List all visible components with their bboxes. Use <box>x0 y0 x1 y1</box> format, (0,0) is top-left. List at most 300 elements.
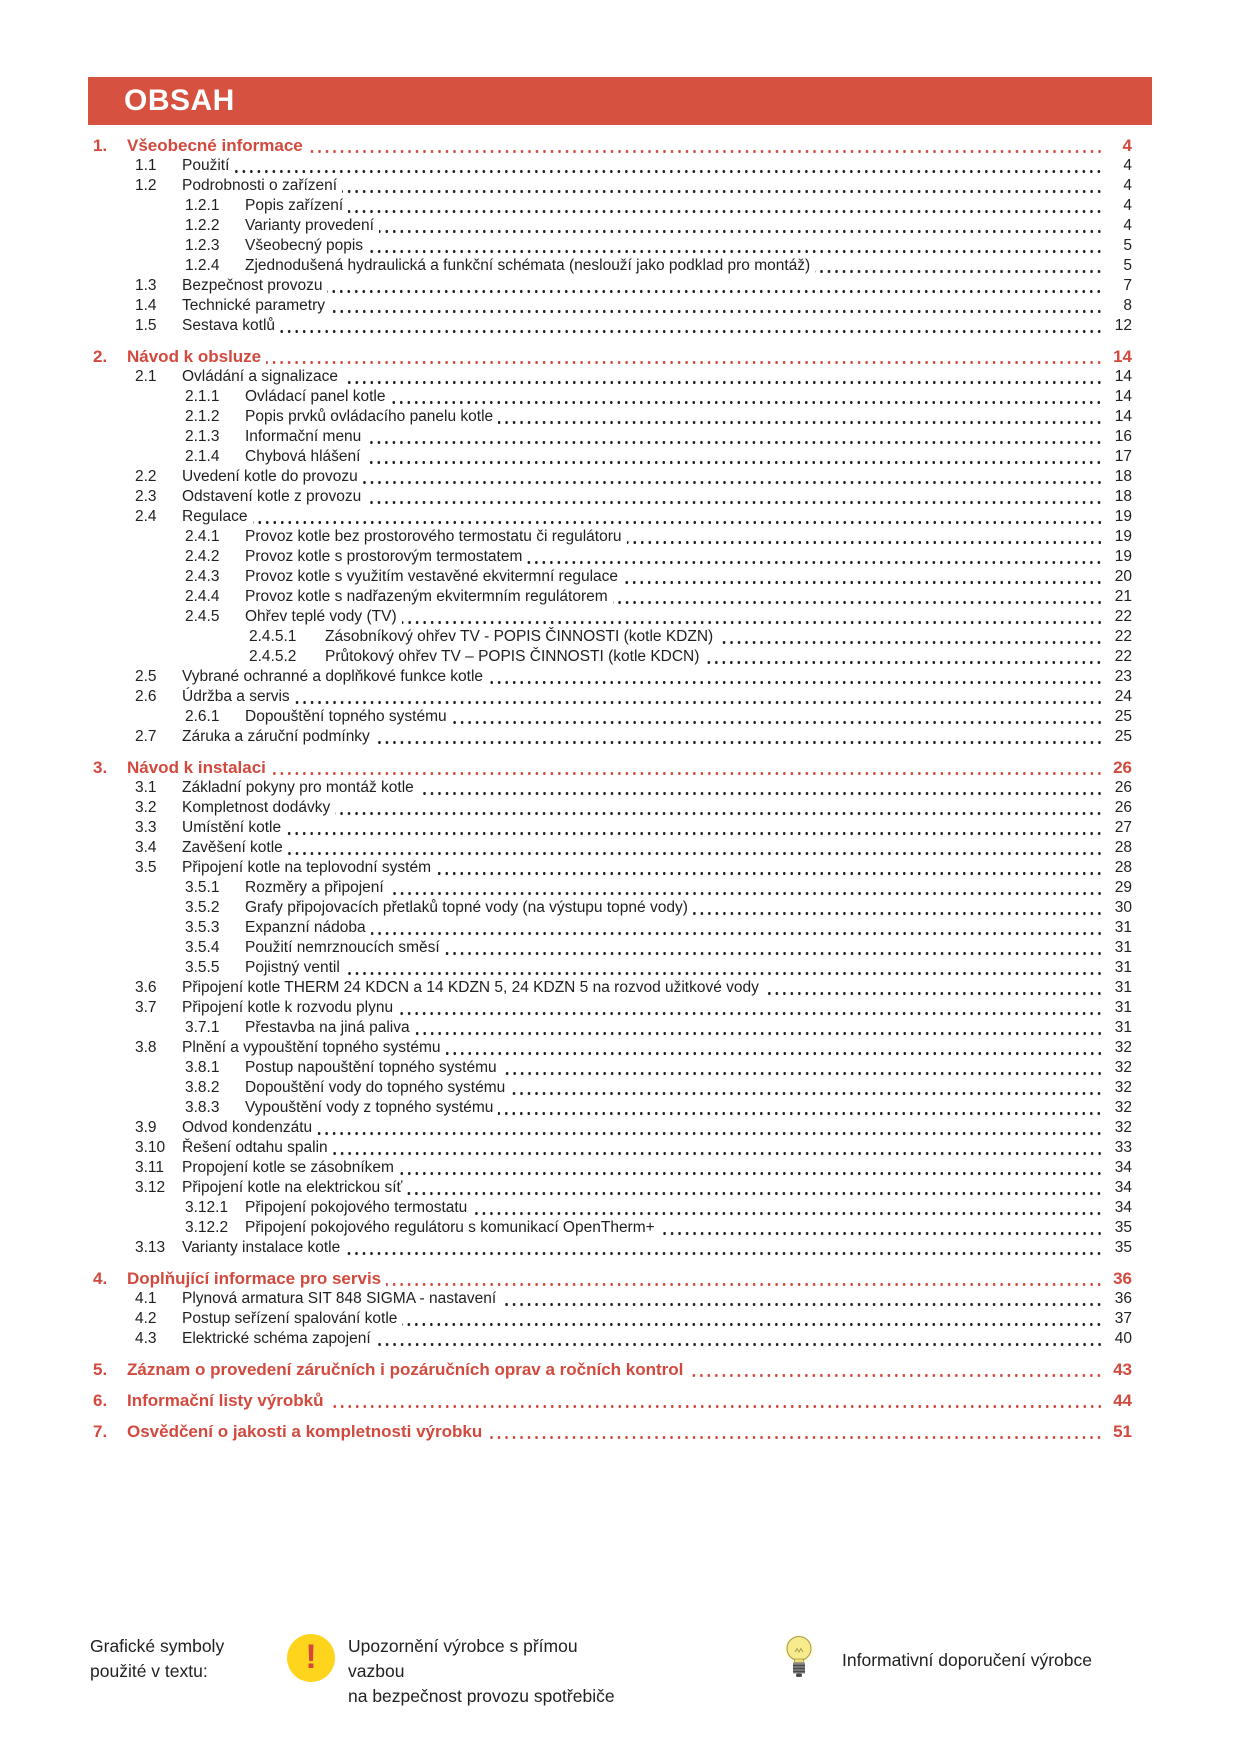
toc-entry-title: Všeobecný popis <box>245 237 364 254</box>
dotted-leader <box>527 561 1103 564</box>
toc-entry <box>93 778 1132 798</box>
dotted-leader <box>253 521 1104 524</box>
toc-entry-title: Technické parametry <box>182 297 326 314</box>
toc-entry-page: 34 <box>1114 1179 1132 1196</box>
toc-entry <box>93 407 1132 427</box>
toc-entry <box>93 367 1132 387</box>
toc-entry-page: 36 <box>1113 1269 1132 1288</box>
toc-entry <box>93 156 1132 176</box>
light-bulb-icon <box>778 1632 826 1691</box>
toc-entry <box>93 1118 1132 1138</box>
toc-entry <box>93 838 1132 858</box>
toc-entry <box>93 1038 1132 1058</box>
dotted-leader <box>452 721 1103 724</box>
toc-entry-number: 1. <box>93 136 108 155</box>
toc-entry-title: Varianty instalace kotle <box>182 1239 341 1256</box>
toc-entry <box>93 607 1132 627</box>
toc-entry-number: 3.9 <box>135 1119 157 1136</box>
toc-entry-title: Provoz kotle s nadřazeným ekvitermním regulátorem <box>245 588 608 605</box>
toc-entry <box>93 487 1132 507</box>
toc-entry-number: 3.8.3 <box>185 1099 220 1116</box>
dotted-leader <box>348 210 1103 213</box>
toc-entry <box>93 176 1132 196</box>
toc-entry <box>93 1138 1132 1158</box>
toc-entry-page: 4 <box>1123 217 1132 234</box>
toc-entry <box>93 1098 1132 1118</box>
dotted-leader <box>371 932 1103 935</box>
dotted-leader <box>487 1436 1103 1439</box>
toc-entry-page: 4 <box>1123 157 1132 174</box>
toc-entry-title: Vybrané ochranné a doplňkové funkce kotle <box>182 668 484 685</box>
toc-entry-page: 34 <box>1114 1199 1132 1216</box>
toc-entry-page: 32 <box>1114 1039 1132 1056</box>
toc-entry-page: 18 <box>1114 488 1132 505</box>
toc-entry <box>93 627 1132 647</box>
toc-entry-page: 51 <box>1113 1422 1132 1441</box>
toc-entry-title: Základní pokyny pro montáž kotle <box>182 779 414 796</box>
toc-entry-number: 2.4.5.2 <box>249 648 297 665</box>
toc-entry-title: Řešení odtahu spalin <box>182 1139 328 1156</box>
toc-entry <box>93 1158 1132 1178</box>
toc-entry-number: 2.1.1 <box>185 388 220 405</box>
toc-entry-number: 1.2.4 <box>185 257 220 274</box>
toc-entry-page: 32 <box>1114 1059 1132 1076</box>
toc-entry-page: 12 <box>1114 317 1132 334</box>
dotted-leader <box>623 581 1103 584</box>
toc-entry <box>93 1360 1132 1380</box>
toc-entry-page: 4 <box>1123 177 1132 194</box>
dotted-leader <box>333 1152 1103 1155</box>
toc-entry-number: 3.7.1 <box>185 1019 220 1036</box>
toc-entry-number: 7. <box>93 1422 108 1441</box>
warning-icon <box>287 1634 335 1682</box>
toc-entry-number: 3.5.4 <box>185 939 220 956</box>
toc-entry-title: Podrobnosti o zařízení <box>182 177 338 194</box>
toc-entry <box>93 136 1132 156</box>
toc-entry-title: Připojení kotle k rozvodu plynu <box>182 999 394 1016</box>
dotted-leader <box>317 1132 1103 1135</box>
toc-entry-title: Vypouštění vody z topného systému <box>245 1099 494 1116</box>
dotted-leader <box>419 792 1103 795</box>
toc-entry <box>93 858 1132 878</box>
toc-entry-page: 32 <box>1114 1079 1132 1096</box>
toc-entry-page: 14 <box>1114 408 1132 425</box>
toc-entry-number: 2.4.5.1 <box>249 628 297 645</box>
toc-entry-page: 26 <box>1114 799 1132 816</box>
toc-entry-title: Postup napouštění topného systému <box>245 1059 497 1076</box>
toc-entry-title: Připojení kotle THERM 24 KDCN a 14 KDZN 5, 24 KDZN 5 na rozvod užitkové vody <box>182 979 759 996</box>
toc-entry-title: Varianty provedení <box>245 217 374 234</box>
dotted-leader <box>288 852 1103 855</box>
dotted-leader <box>375 741 1103 744</box>
toc-entry <box>93 587 1132 607</box>
toc-entry-number: 4.2 <box>135 1310 157 1327</box>
toc-entry-page: 32 <box>1114 1119 1132 1136</box>
toc-entry-title: Použití nemrznoucích směsí <box>245 939 440 956</box>
dotted-leader <box>415 1032 1103 1035</box>
toc-entry <box>93 1238 1132 1258</box>
toc-entry-title: Popis prvků ovládacího panelu kotle <box>245 408 494 425</box>
toc-entry-page: 28 <box>1114 859 1132 876</box>
toc-entry-number: 1.1 <box>135 157 157 174</box>
toc-entry-title: Odvod kondenzátu <box>182 1119 313 1136</box>
toc-entry <box>93 527 1132 547</box>
toc-entry-title: Bezpečnost provozu <box>182 277 323 294</box>
toc-entry <box>93 938 1132 958</box>
toc-entry-number: 2.1.4 <box>185 448 220 465</box>
dotted-leader <box>398 1012 1103 1015</box>
dotted-leader <box>704 661 1103 664</box>
toc-entry <box>93 1078 1132 1098</box>
dotted-leader <box>363 481 1103 484</box>
toc-entry-title: Návod k obsluze <box>127 347 262 366</box>
dotted-leader <box>308 150 1103 153</box>
toc-entry-number: 3.5.1 <box>185 879 220 896</box>
toc-entry <box>93 236 1132 256</box>
toc-entry-number: 3.5.2 <box>185 899 220 916</box>
toc-entry-title: Zjednodušená hydraulická a funkční schémata (neslouží jako podklad pro montáž) <box>245 257 811 274</box>
toc-entry-number: 6. <box>93 1391 108 1410</box>
toc-entry-title: Dopouštění topného systému <box>245 708 447 725</box>
dotted-leader <box>688 1374 1103 1377</box>
toc-entry-page: 40 <box>1114 1330 1132 1347</box>
toc-entry-page: 4 <box>1123 197 1132 214</box>
toc-entry-page: 14 <box>1113 347 1132 366</box>
toc-entry-number: 3.12 <box>135 1179 166 1196</box>
toc-entry-number: 2.4.1 <box>185 528 220 545</box>
toc-entry-page: 34 <box>1114 1159 1132 1176</box>
toc-entry-number: 3.7 <box>135 999 157 1016</box>
toc-entry-title: Záznam o provedení záručních i pozáručních oprav a ročních kontrol <box>127 1360 684 1379</box>
legend-intro-line1: Grafické symboly <box>90 1636 225 1656</box>
toc-entry <box>93 196 1132 216</box>
warning-legend-text <box>348 1634 638 1709</box>
toc-entry-title: Informační listy výrobků <box>127 1391 324 1410</box>
toc-entry-title: Připojení pokojového termostatu <box>245 1199 468 1216</box>
toc-entry-page: 31 <box>1114 959 1132 976</box>
info-legend-text: Informativní doporučení výrobce <box>842 1650 1092 1670</box>
toc-entry-title: Pojistný ventil <box>245 959 340 976</box>
toc-entry <box>93 958 1132 978</box>
toc-entry <box>93 447 1132 467</box>
toc-entry <box>93 1178 1132 1198</box>
toc-entry <box>93 1218 1132 1238</box>
toc-entry-title: Plynová armatura SIT 848 SIGMA - nastavení <box>182 1290 497 1307</box>
toc-entry-page: 35 <box>1114 1239 1132 1256</box>
toc-entry-page: 44 <box>1113 1391 1132 1410</box>
dotted-leader <box>366 501 1103 504</box>
toc-entry-number: 1.2.1 <box>185 197 220 214</box>
dotted-leader <box>399 1172 1103 1175</box>
toc-entry-number: 2.3 <box>135 488 157 505</box>
warning-legend-line2: na bezpečnost provozu spotřebiče <box>348 1686 615 1706</box>
toc-entry <box>93 687 1132 707</box>
toc-entry <box>93 1058 1132 1078</box>
dotted-leader <box>266 361 1103 364</box>
toc-entry <box>93 347 1132 367</box>
toc-entry-title: Uvedení kotle do provozu <box>182 468 358 485</box>
toc-entry-title: Elektrické schéma zapojení <box>182 1330 371 1347</box>
toc-entry <box>93 1422 1132 1442</box>
dotted-leader <box>343 381 1103 384</box>
toc-entry-number: 3.4 <box>135 839 157 856</box>
toc-entry <box>93 727 1132 747</box>
dotted-leader <box>368 250 1103 253</box>
dotted-leader <box>327 290 1103 293</box>
toc-entry <box>93 316 1132 336</box>
toc-entry-number: 2.5 <box>135 668 157 685</box>
toc-entry-title: Provoz kotle s využitím vestavěné ekvitermní regulace <box>245 568 619 585</box>
dotted-leader <box>280 330 1103 333</box>
toc-entry-page: 26 <box>1114 779 1132 796</box>
page-title-bar <box>88 77 1152 125</box>
toc-entry-title: Dopouštění vody do topného systému <box>245 1079 506 1096</box>
toc-entry-title: Grafy připojovacích přetlaků topné vody (na výstupu topné vody) <box>245 899 688 916</box>
toc-entry <box>93 256 1132 276</box>
toc-entry-number: 2.6.1 <box>185 708 220 725</box>
toc-entry-page: 33 <box>1114 1139 1132 1156</box>
table-of-contents <box>93 136 1132 1442</box>
toc-entry-number: 3.6 <box>135 979 157 996</box>
toc-entry-page: 14 <box>1114 388 1132 405</box>
toc-entry-number: 2.4.5 <box>185 608 220 625</box>
dotted-leader <box>234 170 1103 173</box>
toc-entry-number: 3.13 <box>135 1239 166 1256</box>
toc-entry-number: 3.2 <box>135 799 157 816</box>
toc-entry-page: 37 <box>1114 1310 1132 1327</box>
dotted-leader <box>764 992 1103 995</box>
toc-entry-page: 31 <box>1114 1019 1132 1036</box>
toc-entry-title: Plnění a vypouštění topného systému <box>182 1039 441 1056</box>
toc-entry <box>93 647 1132 667</box>
toc-entry-page: 19 <box>1114 548 1132 565</box>
toc-entry-number: 3.1 <box>135 779 157 796</box>
dotted-leader <box>436 872 1103 875</box>
toc-entry-number: 4. <box>93 1269 108 1288</box>
toc-entry-page: 25 <box>1114 728 1132 745</box>
toc-entry-page: 23 <box>1114 668 1132 685</box>
dotted-leader <box>402 621 1103 624</box>
toc-entry-number: 3. <box>93 758 108 777</box>
dotted-leader <box>390 401 1103 404</box>
dotted-leader <box>613 601 1103 604</box>
toc-entry-title: Chybová hlášení <box>245 448 361 465</box>
dotted-leader <box>627 541 1104 544</box>
toc-entry-page: 31 <box>1114 979 1132 996</box>
dotted-leader <box>286 832 1103 835</box>
toc-entry-title: Záruka a záruční podmínky <box>182 728 370 745</box>
toc-entry-page: 32 <box>1114 1099 1132 1116</box>
toc-entry <box>93 667 1132 687</box>
toc-entry-number: 3.12.2 <box>185 1219 229 1236</box>
toc-entry-title: Ovládací panel kotle <box>245 388 386 405</box>
toc-entry-title: Připojení pokojového regulátoru s komunikací OpenTherm+ <box>245 1219 655 1236</box>
toc-entry-page: 16 <box>1114 428 1132 445</box>
toc-entry <box>93 878 1132 898</box>
toc-entry <box>93 387 1132 407</box>
toc-entry-page: 31 <box>1114 939 1132 956</box>
toc-entry-title: Přestavba na jiná paliva <box>245 1019 410 1036</box>
toc-entry-title: Průtokový ohřev TV – POPIS ČINNOSTI (kotle KDCN) <box>325 648 700 665</box>
toc-entry-title: Osvědčení o jakosti a kompletnosti výrobku <box>127 1422 483 1441</box>
toc-entry-title: Provoz kotle s prostorovým termostatem <box>245 548 523 565</box>
toc-entry-title: Zásobníkový ohřev TV - POPIS ČINNOSTI (kotle KDZN) <box>325 628 714 645</box>
toc-entry-number: 2. <box>93 347 108 366</box>
dotted-leader <box>345 972 1103 975</box>
toc-entry-title: Rozměry a připojení <box>245 879 384 896</box>
toc-entry-title: Provoz kotle bez prostorového termostatu či regulátoru <box>245 528 622 545</box>
toc-entry <box>93 818 1132 838</box>
toc-entry-page: 5 <box>1123 237 1132 254</box>
toc-entry <box>93 1018 1132 1038</box>
toc-entry-title: Propojení kotle se zásobníkem <box>182 1159 394 1176</box>
toc-entry <box>93 798 1132 818</box>
toc-entry-title: Ohřev teplé vody (TV) <box>245 608 397 625</box>
dotted-leader <box>472 1212 1103 1215</box>
dotted-leader <box>446 1052 1104 1055</box>
toc-entry <box>93 1391 1132 1411</box>
dotted-leader <box>502 1072 1103 1075</box>
dotted-leader <box>488 681 1103 684</box>
toc-entry-page: 4 <box>1122 136 1132 155</box>
toc-entry <box>93 758 1132 778</box>
toc-entry-title: Ovládání a signalizace <box>182 368 338 385</box>
dotted-leader <box>389 892 1103 895</box>
toc-entry-number: 2.1.2 <box>185 408 220 425</box>
toc-entry-number: 3.8.2 <box>185 1079 220 1096</box>
toc-entry-title: Postup seřízení spalování kotle <box>182 1310 398 1327</box>
dotted-leader <box>366 441 1103 444</box>
legend-intro-line2: použité v textu: <box>90 1661 208 1681</box>
toc-entry <box>93 898 1132 918</box>
toc-entry <box>93 216 1132 236</box>
toc-entry-title: Doplňující informace pro servis <box>127 1269 382 1288</box>
toc-entry-number: 3.5.5 <box>185 959 220 976</box>
exclamation-mark-glyph: ! <box>305 1638 317 1676</box>
toc-entry <box>93 296 1132 316</box>
toc-entry-page: 8 <box>1123 297 1132 314</box>
toc-entry-page: 17 <box>1114 448 1132 465</box>
dotted-leader <box>445 952 1103 955</box>
toc-entry-page: 21 <box>1114 588 1132 605</box>
toc-entry-page: 19 <box>1114 508 1132 525</box>
toc-entry-page: 27 <box>1114 819 1132 836</box>
toc-entry <box>93 1289 1132 1309</box>
toc-entry-number: 3.12.1 <box>185 1199 229 1216</box>
toc-entry-number: 2.7 <box>135 728 157 745</box>
dotted-leader <box>815 270 1103 273</box>
toc-entry-number: 1.2.2 <box>185 217 220 234</box>
toc-entry-number: 3.8 <box>135 1039 157 1056</box>
toc-entry-page: 22 <box>1114 608 1132 625</box>
toc-entry <box>93 427 1132 447</box>
dotted-leader <box>376 1343 1103 1346</box>
dotted-leader <box>501 1303 1103 1306</box>
toc-entry-page: 19 <box>1114 528 1132 545</box>
toc-entry <box>93 978 1132 998</box>
toc-entry-page: 29 <box>1114 879 1132 896</box>
toc-entry-page: 36 <box>1114 1290 1132 1307</box>
toc-entry-number: 2.1 <box>135 368 157 385</box>
toc-entry-number: 3.3 <box>135 819 157 836</box>
toc-entry-number: 3.5 <box>135 859 157 876</box>
dotted-leader <box>379 230 1103 233</box>
toc-entry-number: 4.1 <box>135 1290 157 1307</box>
toc-entry-number: 4.3 <box>135 1330 157 1347</box>
toc-entry-title: Připojení kotle na teplovodní systém <box>182 859 431 876</box>
toc-entry-number: 3.8.1 <box>185 1059 220 1076</box>
dotted-leader <box>693 912 1103 915</box>
toc-entry-title: Údržba a servis <box>182 688 290 705</box>
toc-entry-page: 30 <box>1114 899 1132 916</box>
toc-entry-title: Expanzní nádoba <box>245 919 366 936</box>
dotted-leader <box>510 1092 1103 1095</box>
toc-entry-number: 3.5.3 <box>185 919 220 936</box>
toc-entry-number: 1.2.3 <box>185 237 220 254</box>
toc-entry-page: 7 <box>1123 277 1132 294</box>
toc-entry-title: Regulace <box>182 508 248 525</box>
toc-entry-page: 31 <box>1114 999 1132 1016</box>
toc-entry-number: 3.11 <box>135 1159 165 1176</box>
toc-entry-page: 22 <box>1114 628 1132 645</box>
toc-entry-title: Sestava kotlů <box>182 317 276 334</box>
page-title: OBSAH <box>124 84 235 117</box>
dotted-leader <box>342 190 1103 193</box>
dotted-leader <box>345 1252 1103 1255</box>
toc-entry <box>93 918 1132 938</box>
dotted-leader <box>660 1232 1103 1235</box>
toc-entry-page: 28 <box>1114 839 1132 856</box>
dotted-leader <box>407 1192 1103 1195</box>
toc-entry <box>93 547 1132 567</box>
toc-entry-page: 35 <box>1114 1219 1132 1236</box>
toc-entry-page: 14 <box>1114 368 1132 385</box>
toc-entry-title: Všeobecné informace <box>127 136 303 155</box>
toc-entry-page: 20 <box>1114 568 1132 585</box>
toc-entry <box>93 1269 1132 1289</box>
toc-entry-title: Kompletnost dodávky <box>182 799 331 816</box>
toc-entry-page: 5 <box>1123 257 1132 274</box>
toc-entry <box>93 1309 1132 1329</box>
toc-entry-page: 43 <box>1113 1360 1132 1379</box>
toc-entry-number: 2.2 <box>135 468 157 485</box>
toc-entry-title: Odstavení kotle z provozu <box>182 488 362 505</box>
toc-entry-title: Umístění kotle <box>182 819 282 836</box>
toc-entry-title: Popis zařízení <box>245 197 344 214</box>
dotted-leader <box>271 772 1103 775</box>
dotted-leader <box>402 1323 1103 1326</box>
legend-intro <box>90 1634 262 1684</box>
toc-entry-page: 26 <box>1113 758 1132 777</box>
toc-entry-number: 3.10 <box>135 1139 166 1156</box>
toc-entry <box>93 467 1132 487</box>
toc-entry-number: 2.4.4 <box>185 588 220 605</box>
toc-entry-page: 25 <box>1114 708 1132 725</box>
toc-entry-number: 2.6 <box>135 688 157 705</box>
toc-entry <box>93 276 1132 296</box>
toc-entry-page: 31 <box>1114 919 1132 936</box>
toc-entry-number: 2.4 <box>135 508 157 525</box>
toc-entry-number: 1.5 <box>135 317 157 334</box>
toc-entry-number: 5. <box>93 1360 108 1379</box>
toc-entry-number: 1.2 <box>135 177 157 194</box>
toc-entry-page: 22 <box>1114 648 1132 665</box>
warning-legend-line1: Upozornění výrobce s přímou vazbou <box>348 1636 578 1681</box>
toc-entry-title: Připojení kotle na elektrickou síť <box>182 1179 403 1196</box>
dotted-leader <box>718 641 1103 644</box>
toc-entry-page: 24 <box>1114 688 1132 705</box>
toc-entry-number: 2.4.3 <box>185 568 220 585</box>
